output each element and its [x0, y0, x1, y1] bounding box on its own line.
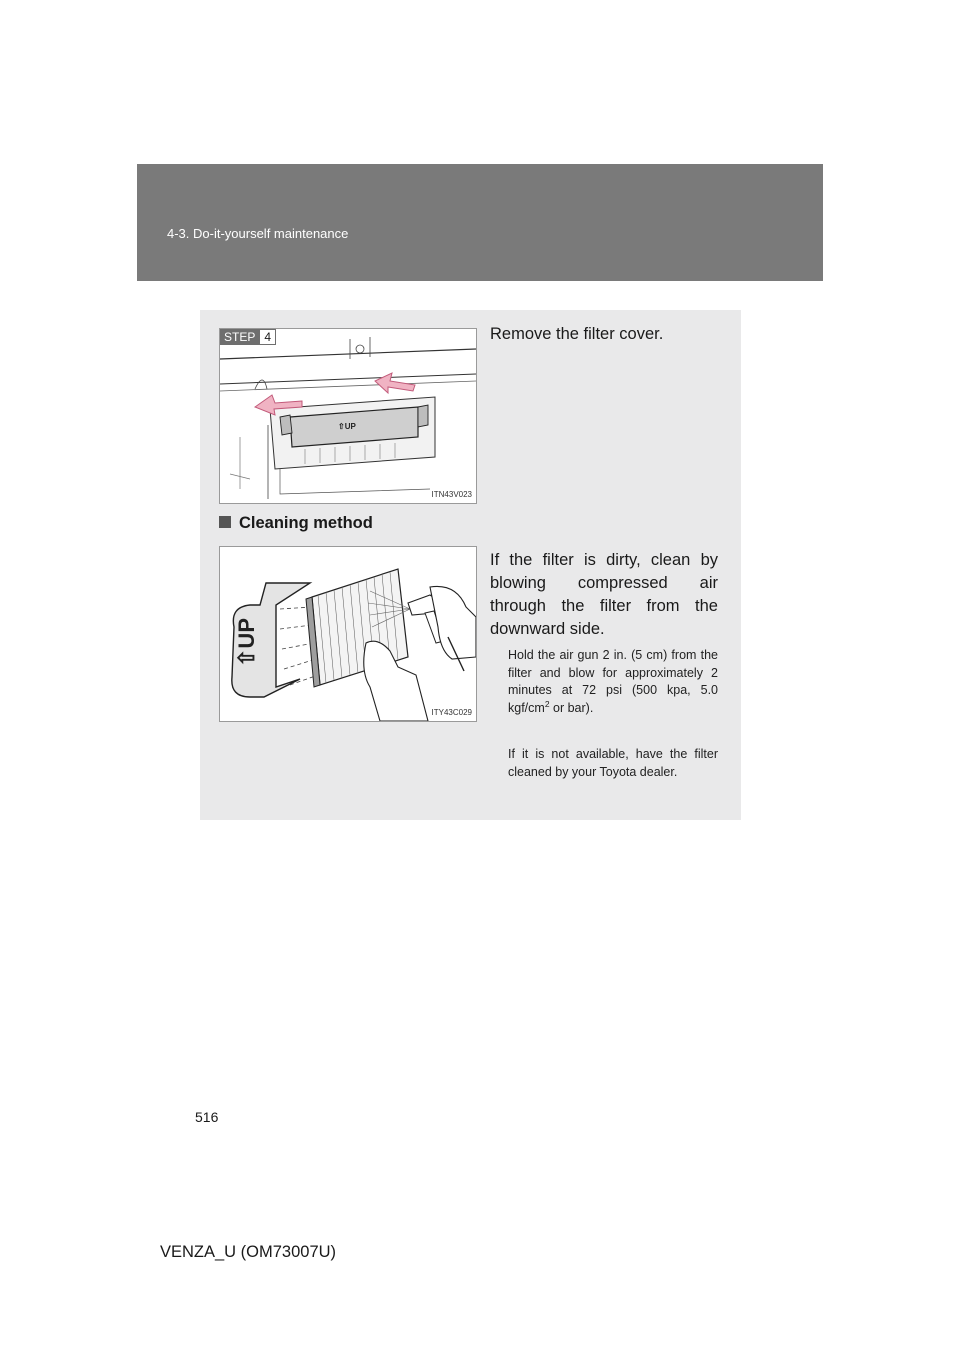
cleaning-instruction: If the filter is dirty, clean by blowing compressed air through the filter from the downward side. — [490, 551, 718, 638]
air-gun-note — [508, 647, 718, 717]
figure-code: ITY43C029 — [431, 708, 472, 717]
cleaning-heading — [219, 514, 373, 533]
figure-code: ITN43V023 — [431, 490, 472, 499]
cover-up-lettering: ⇧UP — [338, 422, 356, 431]
square-bullet-icon — [219, 516, 231, 528]
filter-cover-figure — [219, 328, 477, 504]
section-title: 4-3. Do-it-yourself maintenance — [167, 226, 349, 241]
air-gun-note-end: or bar). — [549, 700, 594, 715]
step-badge — [220, 329, 276, 345]
step-instruction: Remove the filter cover. — [490, 325, 664, 343]
superscript-2: 2 — [544, 698, 550, 709]
cleaning-figure — [219, 546, 477, 722]
filter-cover-illustration — [220, 329, 476, 503]
page-header — [137, 164, 823, 281]
callout-up-lettering: ⇧UP — [234, 618, 259, 667]
page-number: 516 — [195, 1109, 219, 1125]
cleaning-illustration — [220, 547, 476, 721]
air-gun-note-text: Hold the air gun 2 in. (5 cm) from the filter and blow for approximately 2 minutes at 72 psi (500 kpa, 5.0 kgf/cm — [508, 648, 718, 715]
cleaning-title: Cleaning method — [239, 514, 373, 532]
step-label: STEP — [220, 329, 259, 345]
model-code: VENZA_U (OM73007U) — [160, 1243, 337, 1261]
step-number: 4 — [259, 329, 276, 345]
dealer-note: If it is not available, have the filter cleaned by your Toyota dealer. — [508, 747, 718, 779]
